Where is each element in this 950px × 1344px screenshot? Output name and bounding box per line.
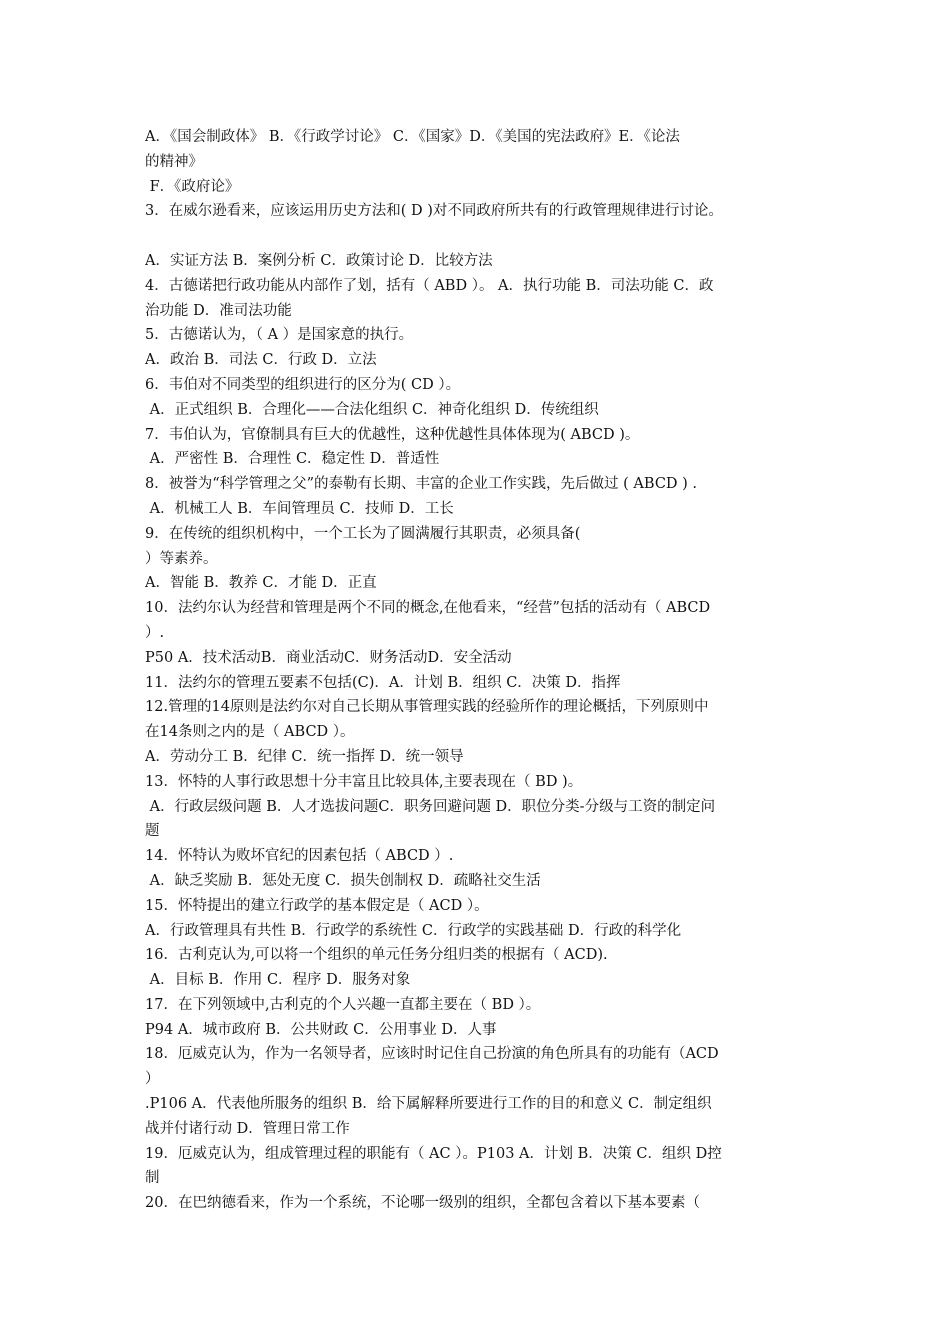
text-line: A．行政层级问题 B．人才选拔问题C．职务回避问题 D．职位分类-分级与工资的制定问 bbox=[145, 798, 716, 815]
text-line: 20．在巴纳德看来，作为一个系统，不论哪一级别的组织，全都包含着以下基本要素（ bbox=[145, 1195, 700, 1212]
text-line: 8．被誉为“科学管理之父”的泰勒有长期、丰富的企业工作实践，先后做过 ( ABCD ) . bbox=[145, 476, 698, 493]
text-line: A．行政管理具有共性 B．行政学的系统性 C．行政学的实践基础 D．行政的科学化 bbox=[145, 922, 682, 939]
text-line: P50 A．技术活动B．商业活动C．财务活动D．安全活动 bbox=[145, 649, 512, 666]
text-line: ）等素养。 bbox=[145, 550, 218, 567]
text-line: 13．怀特的人事行政思想十分丰富且比较具体,主要表现在（ BD )。 bbox=[145, 773, 583, 790]
text-line: 4．古德诺把行政功能从内部作了划，括有（ ABD ）。 A．执行功能 B．司法功能 C．政 bbox=[145, 277, 714, 294]
text-line: A．机械工人 B．车间管理员 C．技师 D．工长 bbox=[145, 500, 454, 517]
text-line: 3．在威尔逊看来，应该运用历史方法和( D )对不同政府所共有的行政管理规律进行讨论。 bbox=[145, 203, 723, 220]
text-line: F．《政府论》 bbox=[145, 178, 240, 195]
text-line: 在14条则之内的是（ ABCD ）。 bbox=[145, 724, 355, 741]
text-line: 10．法约尔认为经营和管理是两个不同的概念,在他看来，“经营”包括的活动有（ ABCD bbox=[145, 600, 711, 617]
text-line: 5．古德诺认为，（ A ）是国家意的执行。 bbox=[145, 327, 414, 344]
text-line: 19．厄威克认为，组成管理过程的职能有（ AC ）。P103 A．计划 B．决策 C．组织 D控 bbox=[145, 1145, 722, 1162]
text-line: 治功能 D．准司法功能 bbox=[145, 302, 292, 319]
text-line: A．劳动分工 B．纪律 C．统一指挥 D．统一领导 bbox=[145, 748, 464, 765]
text-line: A．严密性 B．合理性 C．稳定性 D．普适性 bbox=[145, 451, 440, 468]
text-line: A．缺乏奖励 B．惩处无度 C．损失创制权 D．疏略社交生活 bbox=[145, 872, 541, 889]
text-line: 题 bbox=[145, 823, 160, 840]
text-line: P94 A．城市政府 B．公共财政 C．公用事业 D．人事 bbox=[145, 1021, 497, 1038]
text-line: 7．韦伯认为，官僚制具有巨大的优越性，这种优越性具体体现为( ABCD )。 bbox=[145, 426, 640, 443]
text-line: 12.管理的14原则是法约尔对自己长期从事管理实践的经验所作的理论概括，下列原则中 bbox=[145, 699, 709, 716]
text-line: A．智能 B．教养 C．才能 D．正直 bbox=[145, 575, 377, 592]
text-line: 制 bbox=[145, 1170, 160, 1187]
text-line bbox=[145, 224, 820, 249]
text-line: A．《国会制政体》 B．《行政学讨论》 C．《国家》D．《美国的宪法政府》E．《论法 bbox=[145, 129, 680, 145]
text-line: .P106 A．代表他所服务的组织 B．给下属解释所要进行工作的目的和意义 C．制定组织 bbox=[145, 1096, 712, 1113]
text-line: ）. bbox=[145, 624, 165, 641]
text-line: 6．韦伯对不同类型的组织进行的区分为( CD ）。 bbox=[145, 376, 461, 393]
text-line: ） bbox=[145, 1071, 160, 1088]
text-line: 18．厄威克认为，作为一名领导者，应该时时记住自己扮演的角色所具有的功能有（ACD bbox=[145, 1046, 719, 1063]
text-line: 9．在传统的组织机构中，一个工长为了圆满履行其职责，必须具备( bbox=[145, 525, 581, 542]
text-line: 14．怀特认为败坏官纪的因素包括（ ABCD ）. bbox=[145, 848, 454, 865]
text-line: 15．怀特提出的建立行政学的基本假定是（ ACD ）。 bbox=[145, 897, 489, 914]
text-line: 战并付诸行动 D．管理日常工作 bbox=[145, 1120, 350, 1137]
text-line: A．目标 B．作用 C．程序 D．服务对象 bbox=[145, 972, 411, 989]
text-line: 16．古利克认为,可以将一个组织的单元任务分组归类的根据有（ ACD). bbox=[145, 947, 608, 964]
text-line: A．实证方法 B．案例分析 C．政策讨论 D．比较方法 bbox=[145, 252, 493, 269]
text-line: 11．法约尔的管理五要素不包括(C)．A．计划 B．组织 C．决策 D．指挥 bbox=[145, 674, 621, 691]
text-line: A．正式组织 B．合理化——合法化组织 C．神奇化组织 D．传统组织 bbox=[145, 401, 599, 418]
text-line: 的精神》 bbox=[145, 153, 203, 170]
text-line: 17．在下列领域中,古利克的个人兴趣一直都主要在（ BD ）。 bbox=[145, 996, 541, 1013]
text-line: A．政治 B．司法 C．行政 D．立法 bbox=[145, 352, 377, 369]
